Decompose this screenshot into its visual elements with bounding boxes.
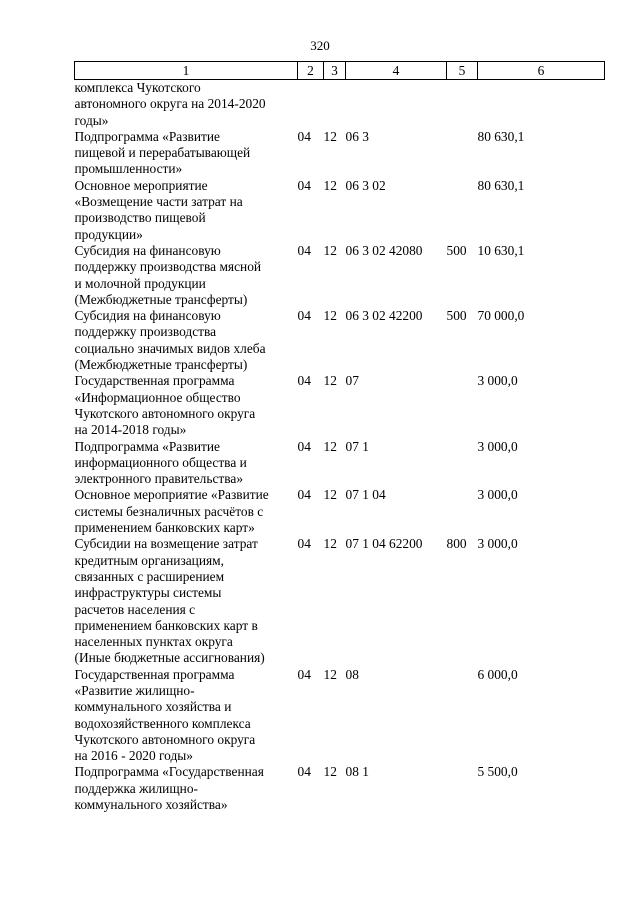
row-name-line: применением банковских карт в [74,617,258,633]
row-name-line: на 2016 - 2020 годы» [74,748,193,764]
row-name-line: кредитным организациям, [74,552,224,568]
row-name-line: Подпрограмма «Государственная [74,764,264,780]
subsection-cell: 12 [323,242,337,258]
row-name-line: Государственная программа [74,373,235,389]
row-name-line: населенных пунктах округа [74,634,233,650]
row-name-line: Государственная программа [74,666,235,682]
amount-cell: 5 500,0 [477,764,518,780]
expense-type-cell: 500 [446,308,467,324]
subsection-cell: 12 [323,177,337,193]
expense-type-cell: 500 [446,242,467,258]
expense-type-cell [447,764,478,813]
table-row [75,373,605,438]
section-cell: 04 [297,308,311,324]
table-row [75,764,605,813]
amount-cell: 70 000,0 [477,308,525,324]
section-cell: 04 [297,373,311,389]
amount-cell: 3 000,0 [477,487,518,503]
section-cell: 04 [297,438,311,454]
row-name-cell [75,487,298,536]
target-code-cell: 08 1 [345,764,369,780]
column-header-subsection: 3 [324,62,346,80]
row-name-line: Субсидия на финансовую [74,242,221,258]
amount-cell: 3 000,0 [477,536,518,552]
expense-type-cell: 800 [446,536,467,552]
row-name-line: производство пищевой [74,210,206,226]
amount-cell: 3 000,0 [477,373,518,389]
row-name-cell [75,373,298,438]
row-name-line: поддержку производства мясной [74,259,262,275]
row-name-line: Субсидия на финансовую [74,308,221,324]
amount-cell: 3 000,0 [477,438,518,454]
row-name-cell [75,243,298,308]
row-name-line: (Иные бюджетные ассигнования) [74,650,265,666]
target-code-cell: 06 3 02 42080 [345,242,423,258]
table-row [75,129,605,178]
subsection-cell: 12 [323,487,337,503]
row-name-line: коммунального хозяйства и [74,699,232,715]
target-code-cell: 07 1 [345,438,369,454]
target-code-cell: 07 1 04 62200 [345,536,423,552]
section-cell: 04 [297,487,311,503]
subsection-cell: 12 [323,128,337,144]
row-name-cell [75,439,298,488]
row-name-line: социально значимых видов хлеба [74,340,266,356]
table-body [75,80,605,814]
target-code-cell: 06 3 [345,128,369,144]
row-name-line: поддержку производства [74,324,217,340]
row-name-line: продукции» [74,226,143,242]
target-code-cell: 06 3 02 42200 [345,308,423,324]
row-name-line: Подпрограмма «Развитие [74,128,220,144]
row-name-line: (Межбюджетные трансферты) [74,357,248,373]
row-name-line: «Информационное общество [74,389,241,405]
expense-type-cell [447,487,478,536]
row-name-line: Основное мероприятие [74,177,208,193]
table-row [75,80,605,129]
column-header-section: 2 [298,62,324,80]
amount-cell [478,80,605,129]
row-name-cell [75,308,298,373]
subsection-cell: 12 [323,536,337,552]
row-name-line: водохозяйственного комплекса [74,715,251,731]
subsection-cell: 12 [323,764,337,780]
expense-type-cell [447,129,478,178]
target-code-cell: 07 [345,373,359,389]
row-name-cell [75,129,298,178]
row-name-line: Основное мероприятие «Развитие [74,487,269,503]
row-name-line: инфраструктуры системы [74,585,222,601]
section-cell: 04 [297,128,311,144]
target-code-cell: 06 3 02 [345,177,386,193]
budget-table [74,61,605,813]
amount-cell: 10 630,1 [477,242,525,258]
row-name-line: Чукотского автономного округа [74,405,256,421]
row-name-line: и молочной продукции [74,275,206,291]
row-name-cell [75,667,298,765]
row-name-line: расчетов населения с [74,601,196,617]
row-name-line: на 2014-2018 годы» [74,422,187,438]
table-row [75,178,605,243]
row-name-line: применением банковских карт» [74,520,255,536]
row-name-line: электронного правительства» [74,471,244,487]
expense-type-cell [447,667,478,765]
row-name-line: Субсидии на возмещение затрат [74,536,258,552]
section-cell: 04 [297,764,311,780]
row-name-line: «Развитие жилищно- [74,682,195,698]
subsection-cell: 12 [323,373,337,389]
amount-cell: 80 630,1 [477,128,525,144]
row-name-line: системы безналичных расчётов с [74,503,264,519]
row-name-line: информационного общества и [74,454,247,470]
subsection-cell: 12 [323,666,337,682]
row-name-cell [75,178,298,243]
row-name-line: поддержка жилищно- [74,780,198,796]
section-cell: 04 [297,666,311,682]
row-name-line: автономного округа на 2014-2020 [74,96,266,112]
table-row [75,487,605,536]
page-number: 320 [310,38,330,53]
section-cell: 04 [297,536,311,552]
subsection-cell: 12 [323,438,337,454]
column-header-name: 1 [75,62,298,80]
subsection-cell [324,80,346,129]
table-row [75,308,605,373]
expense-type-cell [447,373,478,438]
column-header-target-code: 4 [346,62,447,80]
column-header-expense-type: 5 [447,62,478,80]
row-name-line: пищевой и перерабатывающей [74,145,251,161]
row-name-cell [75,536,298,666]
target-code-cell [346,80,447,129]
row-name-line: коммунального хозяйства» [74,797,228,813]
row-name-line: (Межбюджетные трансферты) [74,291,248,307]
expense-type-cell [447,439,478,488]
amount-cell: 6 000,0 [477,666,518,682]
row-name-cell [75,764,298,813]
table-header-row [75,62,605,80]
section-cell: 04 [297,242,311,258]
row-name-line: Подпрограмма «Развитие [74,438,220,454]
row-name-line: годы» [74,112,109,128]
table-row [75,243,605,308]
section-cell: 04 [297,177,311,193]
amount-cell: 80 630,1 [477,177,525,193]
row-name-line: связанных с расширением [74,568,225,584]
row-name-cell [75,80,298,129]
table-row [75,667,605,765]
table-row [75,439,605,488]
expense-type-cell [447,80,478,129]
row-name-line: промышленности» [74,161,183,177]
row-name-line: «Возмещение части затрат на [74,194,243,210]
target-code-cell: 08 [345,666,359,682]
column-header-amount: 6 [478,62,605,80]
row-name-line: комплекса Чукотского [74,80,201,95]
row-name-line: Чукотского автономного округа [74,731,256,747]
target-code-cell: 07 1 04 [345,487,386,503]
section-cell [298,80,324,129]
expense-type-cell [447,178,478,243]
table-row [75,536,605,666]
subsection-cell: 12 [323,308,337,324]
